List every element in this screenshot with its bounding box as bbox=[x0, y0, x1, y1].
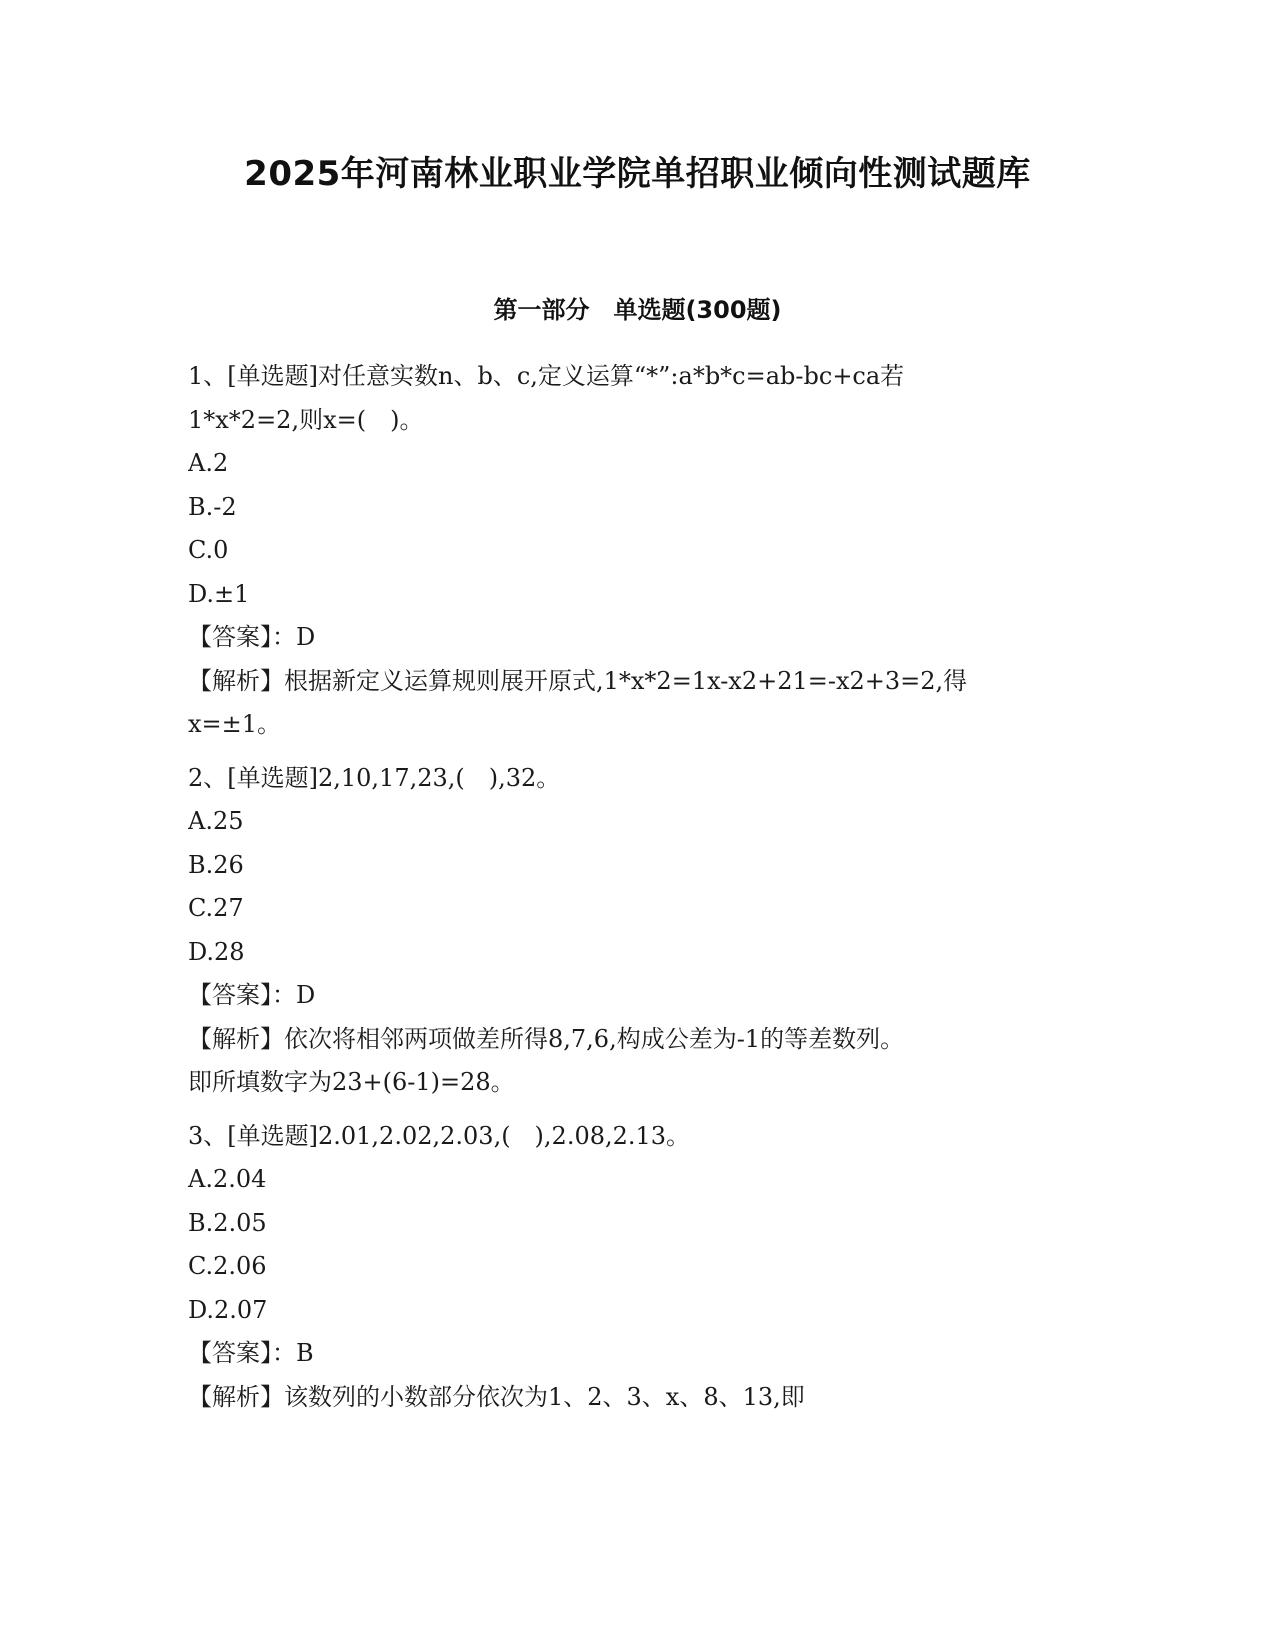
analysis: 【解析】该数列的小数部分依次为1、2、3、x、8、13,即 bbox=[188, 1382, 805, 1411]
option-d: D.28 bbox=[188, 937, 245, 966]
answer: 【答案】：D bbox=[188, 623, 316, 651]
question-1 bbox=[188, 355, 1068, 747]
analysis: 【解析】根据新定义运算规则展开原式,1*x*2=1x-x2+21=-x2+3=2,得 bbox=[188, 666, 968, 695]
answer: 【答案】：B bbox=[188, 1339, 314, 1367]
option-b: B.-2 bbox=[188, 492, 237, 521]
question-stem: 1、[单选题]对任意实数n、b、c,定义运算“*”:a*b*c=ab-bc+ca若 bbox=[188, 362, 905, 390]
answer: 【答案】：D bbox=[188, 981, 316, 1009]
option-a: A.25 bbox=[188, 807, 244, 835]
question-3 bbox=[188, 1115, 1068, 1420]
question-gap bbox=[188, 747, 1068, 757]
option-c: C.0 bbox=[188, 536, 229, 564]
analysis: 【解析】依次将相邻两项做差所得8,7,6,构成公差为-1的等差数列。 bbox=[188, 1024, 905, 1053]
option-b: B.26 bbox=[188, 850, 244, 879]
option-c: C.27 bbox=[188, 894, 244, 922]
question-gap bbox=[188, 1105, 1068, 1115]
option-d: D.±1 bbox=[188, 579, 250, 608]
analysis-continued: 即所填数字为23+(6-1)=28。 bbox=[188, 1068, 515, 1096]
question-stem-continued: 1*x*2=2,则x=( )。 bbox=[188, 405, 424, 434]
option-c: C.2.06 bbox=[188, 1252, 267, 1280]
question-2 bbox=[188, 757, 1068, 1105]
section-title: 第一部分 单选题(300题) bbox=[493, 296, 782, 324]
question-stem: 2、[单选题]2,10,17,23,( ),32。 bbox=[188, 763, 561, 792]
analysis-continued: x=±1。 bbox=[188, 710, 282, 738]
document-title: 2025年河南林业职业学院单招职业倾向性测试题库 bbox=[244, 154, 1031, 194]
question-stem: 3、[单选题]2.01,2.02,2.03,( ),2.08,2.13。 bbox=[188, 1121, 691, 1150]
option-b: B.2.05 bbox=[188, 1208, 267, 1237]
option-a: A.2 bbox=[188, 449, 229, 477]
question-list bbox=[188, 355, 1068, 1419]
option-a: A.2.04 bbox=[188, 1165, 267, 1193]
option-d: D.2.07 bbox=[188, 1295, 268, 1324]
